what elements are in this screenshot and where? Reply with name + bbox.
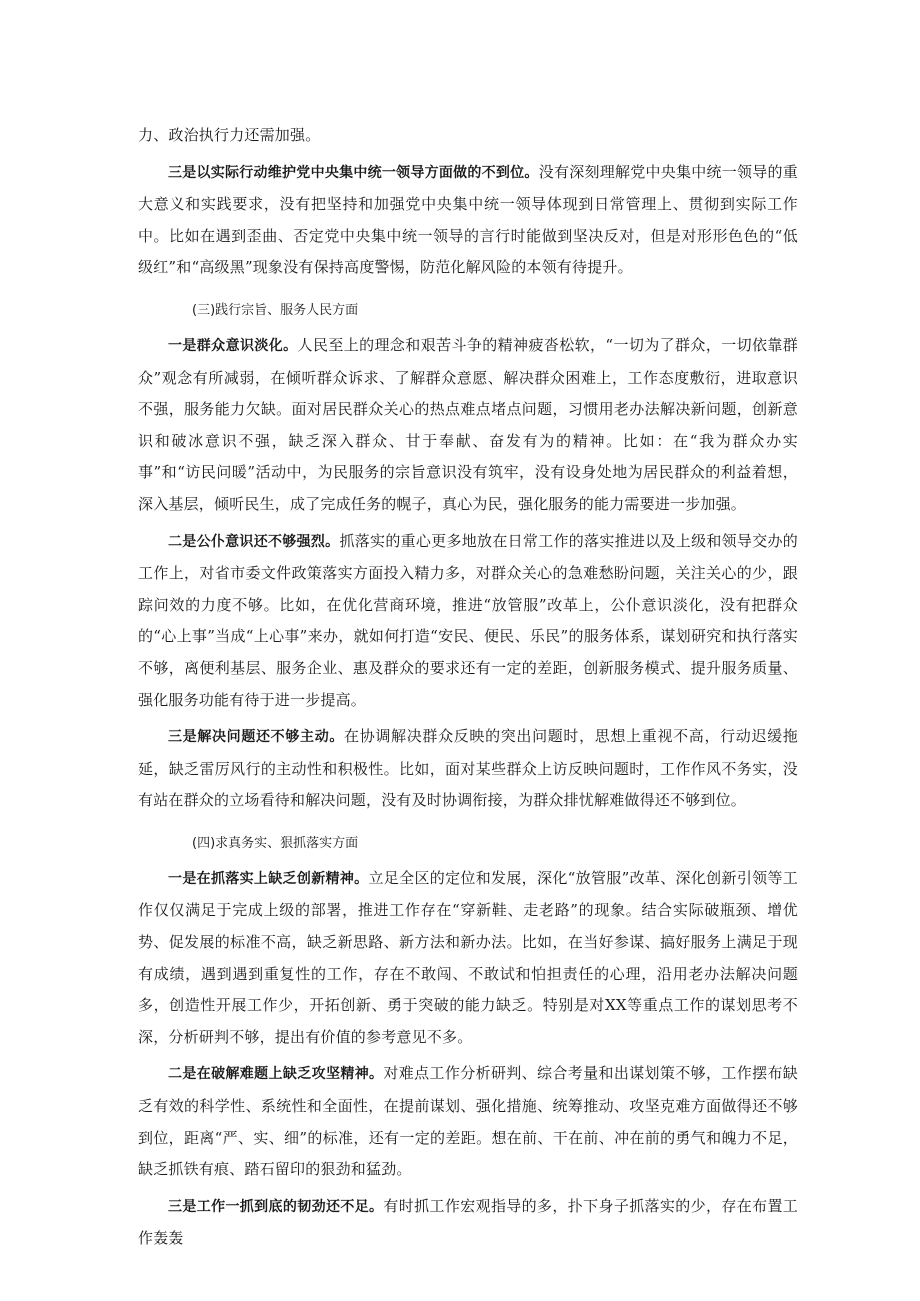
section-heading-serve-people: (三)践行宗旨、服务人民方面 <box>192 302 359 318</box>
paragraph-persistence <box>138 1191 798 1255</box>
paragraph-lead: 一是在抓落实上缺乏创新精神。 <box>168 870 369 887</box>
paragraph-innovation <box>138 863 798 1054</box>
paragraph-body: 立足全区的定位和发展，深化“放管服”改革、深化创新引领等工作仅仅满足于完成上级的部署，推进工作存在“穿新鞋、走老路”的现象。结合实际破瓶颈、增优势、促发展的标准不高，缺乏新思路、新方法和新办法。比如，在当好参谋、搞好服务上满足于现有成绩，遇到遇到重复性的工作，存在不敢闯、不敢试和怕担责任的心理，沿用老办法解决问题多，创造性开展工作少，开拓创新、勇于突破的能力缺乏。特别是对XX等重点工作的谋划思考不深，分析研判不够，提出有价值的参考意见不多。 <box>138 868 798 1046</box>
paragraph-body: 没有深刻理解党中央集中统一领导的重大意义和实践要求，没有把坚持和加强党中央集中统一领导体现到日常管理上、贯彻到实际工作中。比如在遇到歪曲、否定党中央集中统一领导的言行时能做到坚决反对，但是对形形色色的“低级红”和“高级黑”现象没有保持高度警惕，防范化解风险的本领有待提升。 <box>138 162 799 277</box>
paragraph-lead: 一是群众意识淡化。 <box>168 337 298 354</box>
paragraph-lead: 三是以实际行动维护党中央集中统一领导方面做的不到位。 <box>168 164 539 181</box>
paragraph-tackling-difficulties <box>138 1058 798 1185</box>
paragraph-body: 在协调解决群众反映的突出问题时，思想上重视不高，行动迟缓拖延，缺乏雷厉风行的主动性和积极性。比如，面对某些群众上访反映问题时，工作作风不务实，没有站在群众的立场看待和解决问题，没有及时协调衔接，为群众排忧解难做得还不够到位。 <box>138 727 798 810</box>
paragraph-problem-solving <box>138 721 798 817</box>
paragraph-public-servant <box>138 526 798 717</box>
paragraph-body: 人民至上的理念和艰苦斗争的精神疲沓松软，“一切为了群众，一切依靠群众”观念有所减弱，在倾听群众诉求、了解群众意愿、解决群众困难上，工作态度敷衍，进取意识不强，服务能力欠缺。面对居民群众关心的热点难点堵点问题，习惯用老办法解决新问题，创新意识和破冰意识不强，缺乏深入群众、甘于奉献、奋发有为的精神。比如：在“我为群众办实事”和“访民问暖”活动中，为民服务的宗旨意识没有筑牢，没有设身处地为居民群众的利益着想，深入基层，倾听民生，成了完成任务的幌子，真心为民，强化服务的能力需要进一步加强。 <box>138 335 798 513</box>
paragraph-leadership-action <box>138 157 798 284</box>
paragraph-body: 抓落实的重心更多地放在日常工作的落实推进以及上级和领导交办的工作上，对省市委文件政策落实方面投入精力多，对群众关心的急难愁盼问题，关注关心的少，跟踪问效的力度不够。比如，在优化营商环境，推进“放管服”改革上，公仆意识淡化，没有把群众的“心上事”当成“上心事”来办，就如何打造“安民、便民、乐民”的服务体系，谋划研究和执行落实不够，离便利基层、服务企业、惠及群众的要求还有一定的差距，创新服务模式、提升服务质量、强化服务功能有待于进一步提高。 <box>138 531 798 709</box>
intro-text: 力、政治执行力还需加强。 <box>138 126 321 144</box>
intro-paragraph <box>138 120 798 152</box>
section-heading-pragmatic: (四)求真务实、狠抓落实方面 <box>192 835 359 851</box>
paragraph-lead: 三是解决问题还不够主动。 <box>168 729 345 746</box>
paragraph-lead: 二是公仆意识还不够强烈。 <box>168 533 340 550</box>
paragraph-lead: 三是工作一抓到底的韧劲还不足。 <box>168 1198 384 1215</box>
paragraph-body: 有时抓工作宏观指导的多，扑下身子抓落实的少，存在布置工作轰轰 <box>138 1196 799 1248</box>
paragraph-lead: 二是在破解难题上缺乏攻坚精神。 <box>168 1066 384 1083</box>
document-page <box>138 120 798 1260</box>
paragraph-body: 对难点工作分析研判、综合考量和出谋划策不够，工作摆布缺乏有效的科学性、系统性和全面性，在提前谋划、强化措施、统筹推动、攻坚克难方面做得还不够到位，距离“严、实、细”的标准，还有一定的差距。想在前、干在前、冲在前的勇气和魄力不足，缺乏抓铁有痕、踏石留印的狠劲和猛劲。 <box>138 1064 799 1179</box>
paragraph-mass-awareness <box>138 330 798 521</box>
